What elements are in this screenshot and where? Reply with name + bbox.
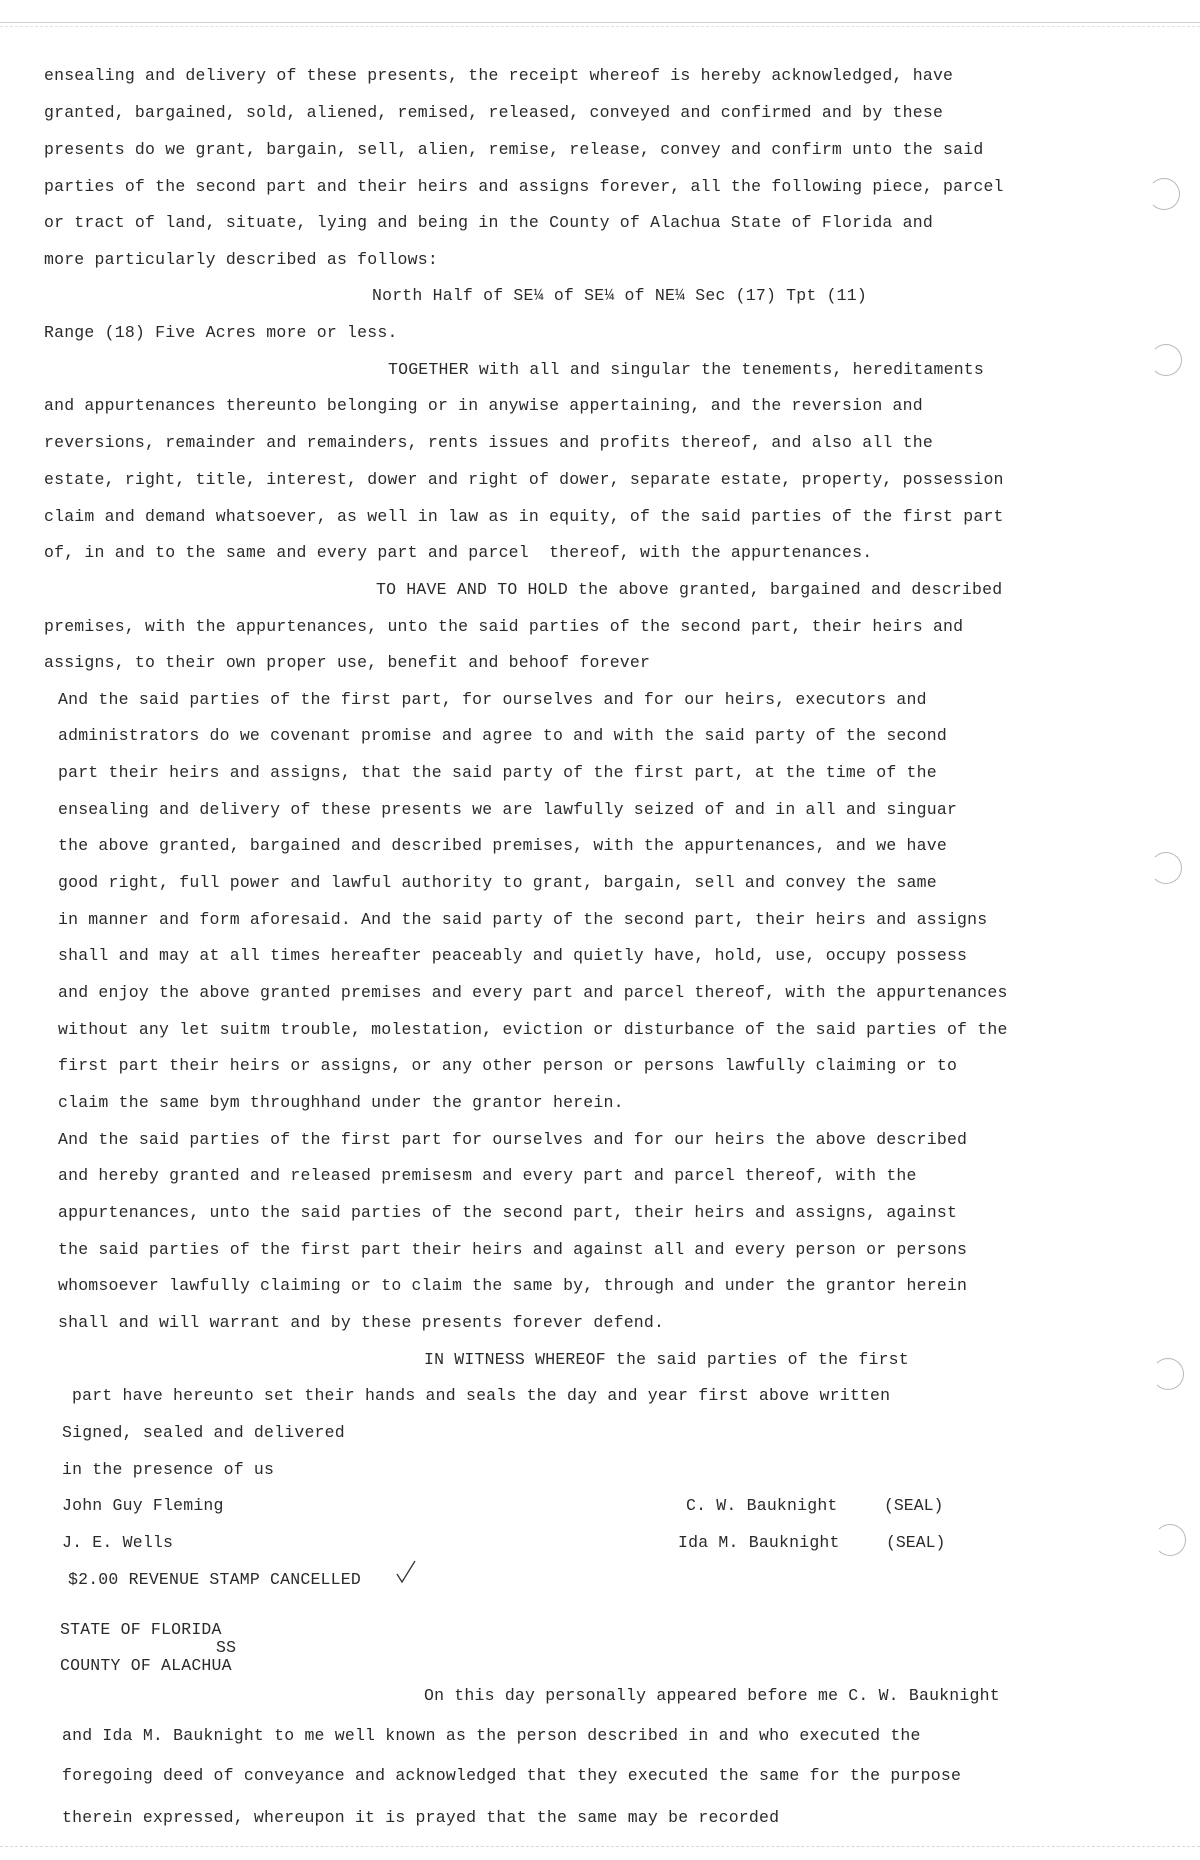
deed-line: part have hereunto set their hands and seals the day and year first above written	[72, 1386, 891, 1405]
deed-line: the said parties of the first part their heirs and against all and every person or persons	[58, 1240, 968, 1259]
top-rule	[0, 22, 1200, 23]
venue-county: COUNTY OF ALACHUA	[60, 1656, 232, 1675]
grantor-name: Ida M. Bauknight	[678, 1533, 840, 1552]
deed-line: And the said parties of the first part, for ourselves and for our heirs, executors and	[58, 690, 927, 709]
deed-line: and appurtenances thereunto belonging or in anywise appertaining, and the reversion and	[44, 396, 923, 415]
deed-line: Range (18) Five Acres more or less.	[44, 323, 398, 342]
checkmark-icon	[396, 1560, 416, 1584]
acknowledgment-line: therein expressed, whereupon it is prayed that the same may be recorded	[62, 1808, 780, 1827]
bottom-rule	[0, 1846, 1200, 1847]
grantor-name: C. W. Bauknight	[686, 1496, 838, 1515]
deed-line: claim the same bym throughhand under the grantor herein.	[58, 1093, 624, 1112]
deed-line: granted, bargained, sold, aliened, remised, released, conveyed and confirmed and by these	[44, 103, 944, 122]
deed-line: IN WITNESS WHEREOF the said parties of the first	[424, 1350, 909, 1369]
deed-line: parties of the second part and their heirs and assigns forever, all the following piece, parcel	[44, 177, 1004, 196]
punch-hole-mark	[1152, 1358, 1184, 1390]
witness-name: J. E. Wells	[62, 1533, 174, 1552]
acknowledgment-line: foregoing deed of conveyance and acknowledged that they executed the same for the purpose	[62, 1766, 962, 1785]
top-rule-faint	[0, 26, 1200, 27]
acknowledgment-line: On this day personally appeared before me C. W. Bauknight	[424, 1686, 1000, 1705]
deed-line: whomsoever lawfully claiming or to claim the same by, through and under the grantor herein	[58, 1276, 968, 1295]
revenue-stamp-note: $2.00 REVENUE STAMP CANCELLED	[68, 1570, 361, 1589]
witness-name: John Guy Fleming	[62, 1496, 224, 1515]
deed-line: TOGETHER with all and singular the tenements, hereditaments	[388, 360, 984, 379]
deed-line: ensealing and delivery of these presents, the receipt whereof is hereby acknowledged, have	[44, 66, 954, 85]
punch-hole-mark	[1148, 178, 1180, 210]
seal-label: (SEAL)	[884, 1496, 944, 1515]
deed-line: and hereby granted and released premisesm and every part and parcel thereof, with the	[58, 1166, 917, 1185]
deed-line: without any let suitm trouble, molestation, eviction or disturbance of the said parties of the	[58, 1020, 1008, 1039]
deed-line: appurtenances, unto the said parties of the second part, their heirs and assigns, against	[58, 1203, 958, 1222]
deed-line: more particularly described as follows:	[44, 250, 438, 269]
deed-line: first part their heirs or assigns, or any other person or persons lawfully claiming or to	[58, 1056, 958, 1075]
deed-line: or tract of land, situate, lying and being in the County of Alachua State of Florida and	[44, 213, 933, 232]
venue-state: STATE OF FLORIDA	[60, 1620, 222, 1639]
deed-line: And the said parties of the first part for ourselves and for our heirs the above described	[58, 1130, 968, 1149]
deed-line: good right, full power and lawful authority to grant, bargain, sell and convey the same	[58, 873, 937, 892]
deed-line: premises, with the appurtenances, unto the said parties of the second part, their heirs and	[44, 617, 964, 636]
deed-line: in manner and form aforesaid. And the said party of the second part, their heirs and assigns	[58, 910, 988, 929]
punch-hole-mark	[1150, 852, 1182, 884]
punch-hole-mark	[1154, 1524, 1186, 1556]
punch-hole-mark	[1150, 344, 1182, 376]
deed-line: TO HAVE AND TO HOLD the above granted, bargained and described	[376, 580, 1003, 599]
deed-line: estate, right, title, interest, dower and right of dower, separate estate, property, possession	[44, 470, 1004, 489]
deed-line: ensealing and delivery of these presents we are lawfully seized of and in all and singuar	[58, 800, 958, 819]
legal-description: North Half of SE¼ of SE¼ of NE¼ Sec (17) Tpt (11)	[372, 286, 867, 305]
acknowledgment-line: and Ida M. Bauknight to me well known as the person described in and who executed the	[62, 1726, 921, 1745]
deed-line: administrators do we covenant promise and agree to and with the said party of the second	[58, 726, 947, 745]
deed-line: presents do we grant, bargain, sell, alien, remise, release, convey and confirm unto the said	[44, 140, 984, 159]
deed-line: the above granted, bargained and described premises, with the appurtenances, and we have	[58, 836, 947, 855]
deed-line: reversions, remainder and remainders, rents issues and profits thereof, and also all the	[44, 433, 933, 452]
deed-line: part their heirs and assigns, that the said party of the first part, at the time of the	[58, 763, 937, 782]
deed-line: assigns, to their own proper use, benefit and behoof forever	[44, 653, 651, 672]
deed-line: in the presence of us	[62, 1460, 275, 1479]
seal-label: (SEAL)	[886, 1533, 946, 1552]
deed-line: and enjoy the above granted premises and every part and parcel thereof, with the appurtenances	[58, 983, 1008, 1002]
deed-line: shall and may at all times hereafter peaceably and quietly have, hold, use, occupy possess	[58, 946, 968, 965]
deed-line: of, in and to the same and every part and parcel thereof, with the appurtenances.	[44, 543, 873, 562]
deed-line: shall and will warrant and by these presents forever defend.	[58, 1313, 665, 1332]
deed-line: Signed, sealed and delivered	[62, 1423, 345, 1442]
venue-ss: SS	[216, 1638, 237, 1657]
deed-line: claim and demand whatsoever, as well in law as in equity, of the said parties of the first part	[44, 507, 1004, 526]
